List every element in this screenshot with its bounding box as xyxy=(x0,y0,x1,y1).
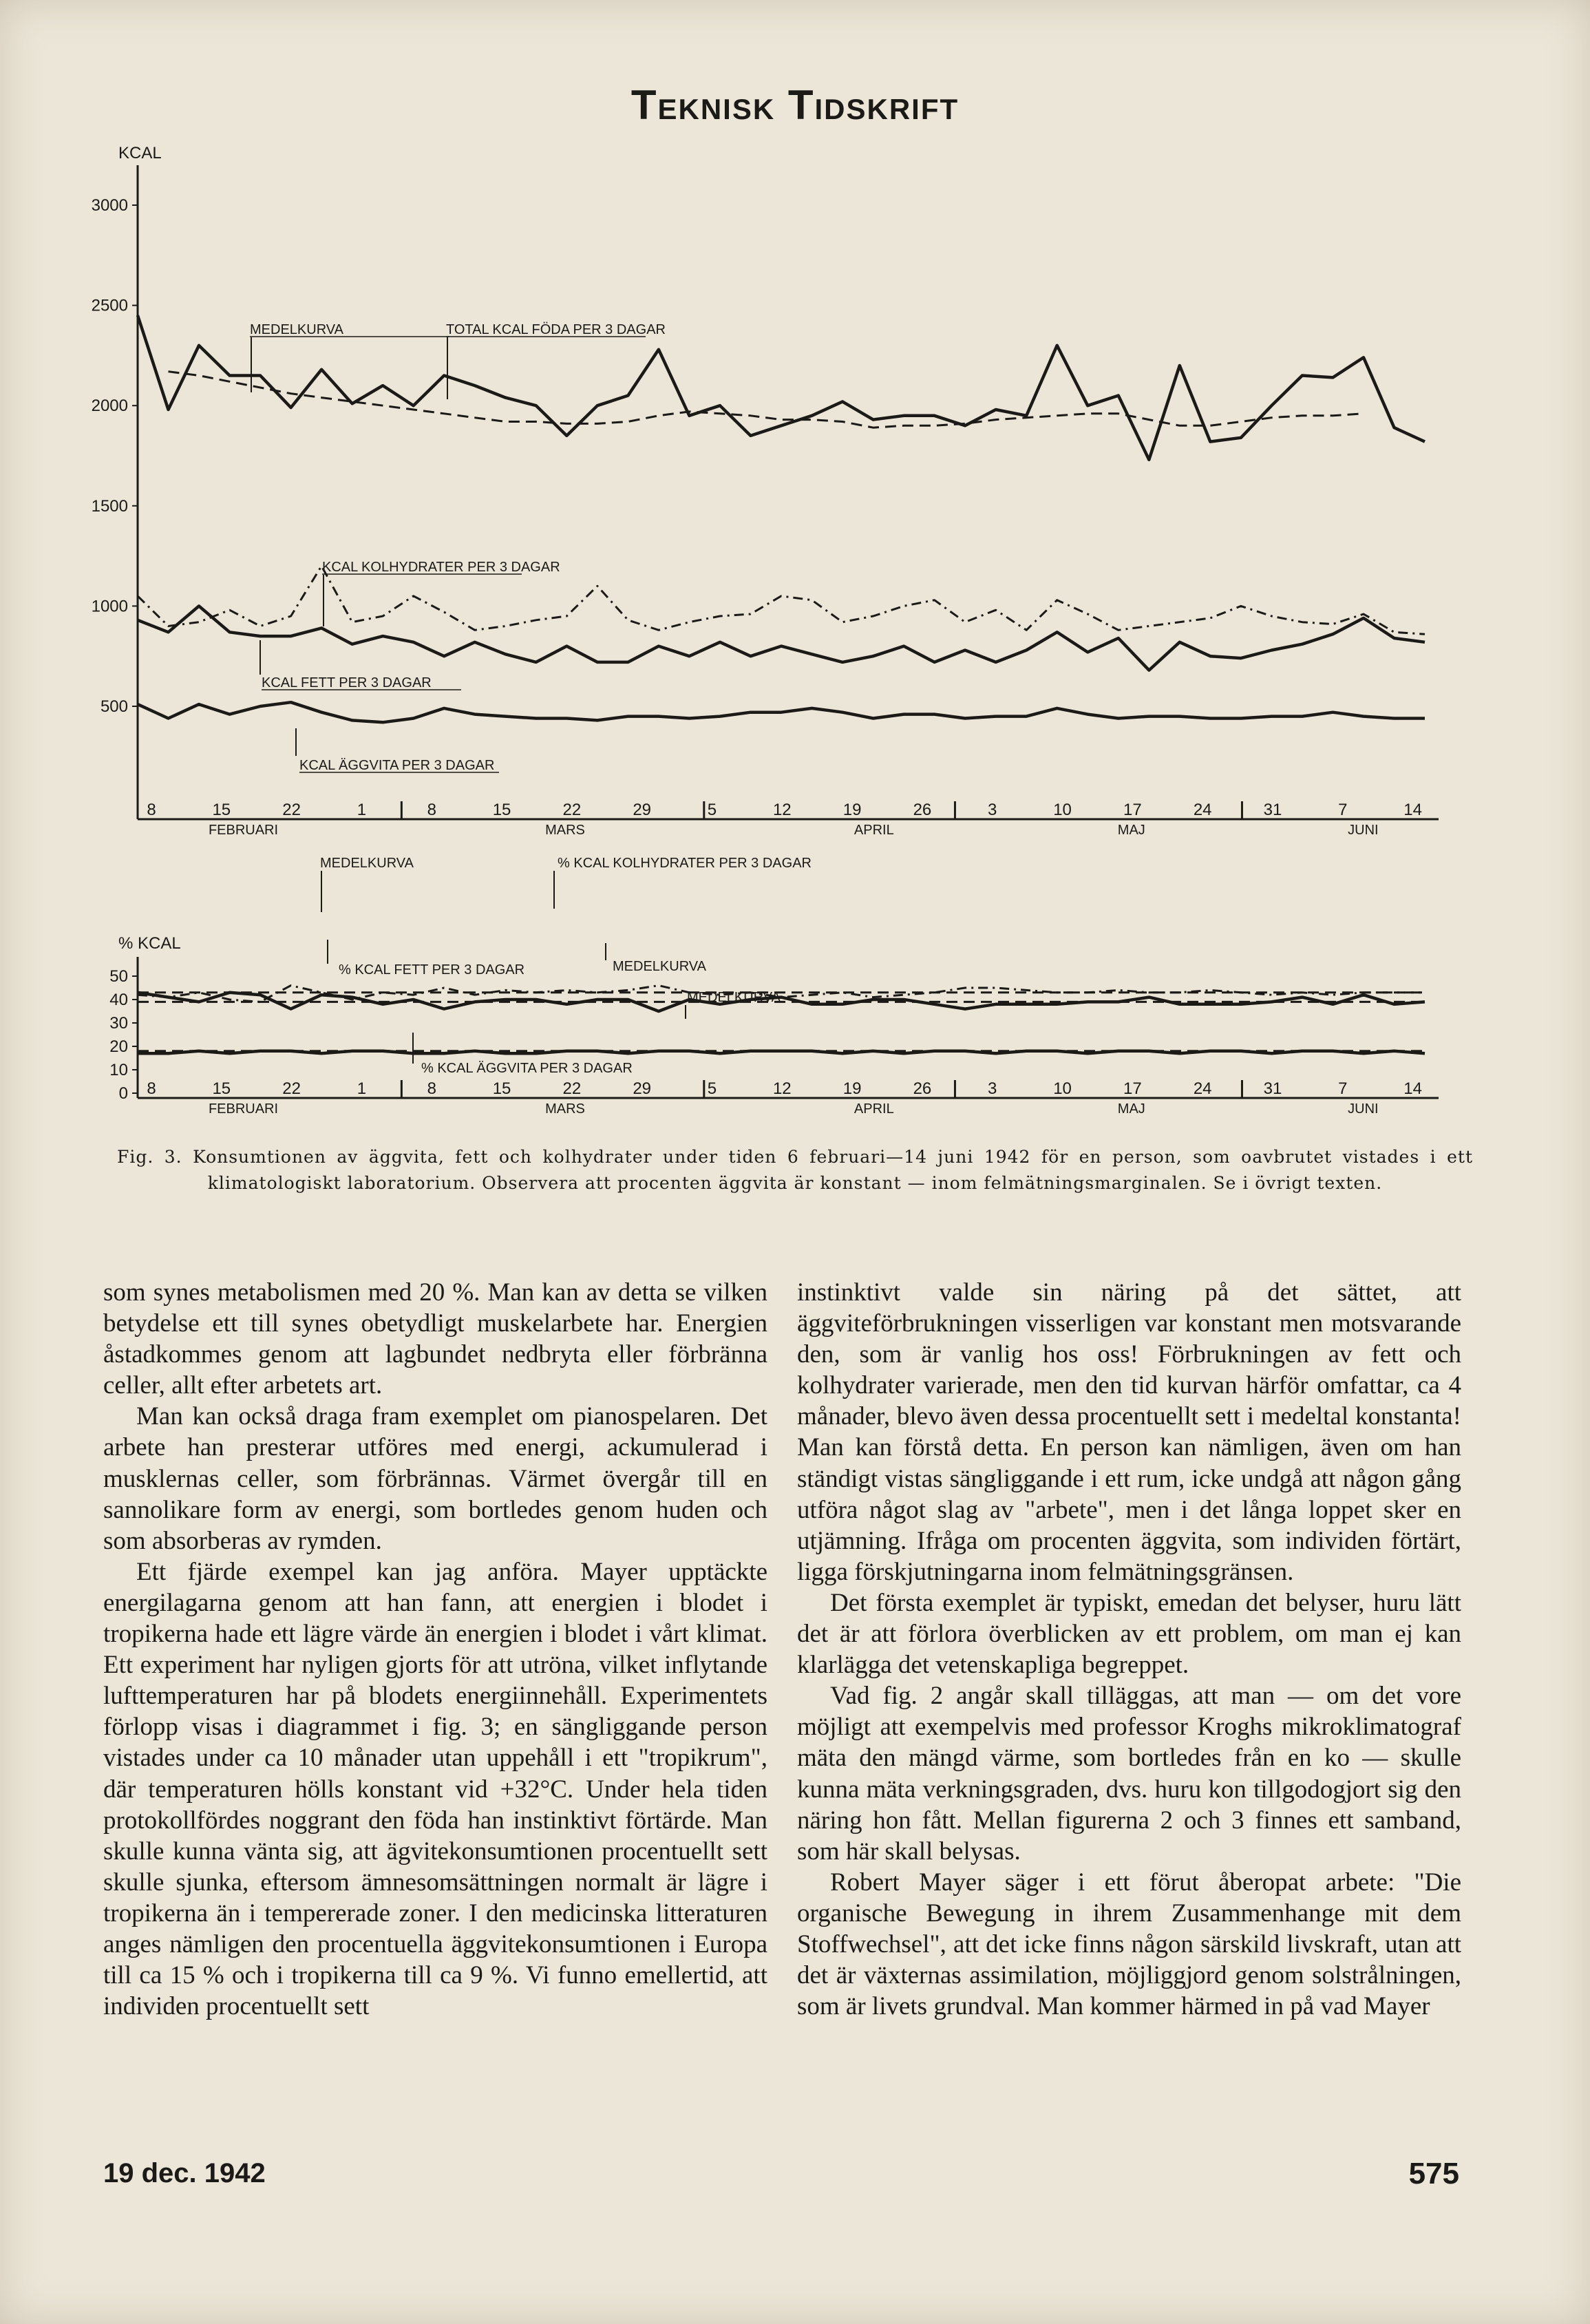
series-pct-kcal-kolhydrater-per-3-dagar xyxy=(138,986,1425,1002)
x-tick-label: 3 xyxy=(988,801,997,819)
month-label: APRIL xyxy=(854,1101,894,1117)
x-tick-label: 19 xyxy=(842,1079,862,1098)
x-tick-label: 22 xyxy=(282,801,301,819)
y-tick-label: 50 xyxy=(109,967,128,986)
x-tick-label: 22 xyxy=(562,1079,582,1098)
y-tick-label: 2000 xyxy=(91,397,128,416)
x-tick-label: 7 xyxy=(1338,1079,1348,1098)
month-label: MARS xyxy=(545,1101,585,1117)
paragraph: som synes metabolismen med 20 %. Man kan av detta se vilken betydelse ett till synes obetydligt muskelarbete har. Energien åstadkommes genom att lagbundet nedbryta eller förbränna celler, allt efter arbetets art. xyxy=(103,1278,767,1400)
x-tick-label: 8 xyxy=(147,1079,156,1098)
y-tick-label: 10 xyxy=(109,1061,128,1079)
series-label: MEDELKURVA xyxy=(320,856,414,871)
series-label: KCAL KOLHYDRATER PER 3 DAGAR xyxy=(322,560,560,575)
series-label: % KCAL ÄGGVITA PER 3 DAGAR xyxy=(421,1061,633,1076)
x-tick-label: 31 xyxy=(1263,801,1282,819)
x-tick-label: 22 xyxy=(282,1079,301,1098)
text-column-left xyxy=(103,1277,767,2022)
series-kcal-fett-per-3-dagar xyxy=(138,606,1425,670)
x-tick-label: 17 xyxy=(1123,801,1142,819)
month-label: FEBRUARI xyxy=(208,1101,279,1117)
figure-caption: Fig. 3. Konsumtionen av äggvita, fett och kolhydrater under tiden 6 februari—14 juni 1942 för en person, som oavbrutet vistades i ett klimatologiskt laboratorium. Observera att procenten äggvita är konstant — inom felmätningsmarginalen. Se i övrigt texten. xyxy=(117,1147,1473,1193)
y-axis-label: % KCAL xyxy=(118,934,181,953)
x-tick-label: 19 xyxy=(842,801,862,819)
x-tick-label: 15 xyxy=(492,801,511,819)
paragraph: Ett fjärde exempel kan jag anföra. Mayer upptäckte energilagarna genom att han fann, att energien i blodet i tropikerna hade ett lägre värde än energien i blodet i vårt klimat. Ett experiment har nyligen gjorts för att utröna, vilket inflytande lufttemperaturen har på blodets energiinnehåll. Experimentets förlopp visas i diagrammet i fig. 3; en sängliggande person vistades under ca 10 månader utan uppehåll i ett "tropikrum", där temperaturen hölls konstant vid +32°C. Under hela tiden protokollfördes noggrant den föda han instinktivt förtärde. Man skulle kunna vänta sig, att ägvitekonsumtionen procentuellt sett skulle sjunka, eftersom ämnesomsättningen normalt är lägre i tropikerna än i tempererade zoner. I den medicinska litteraturen anges nämligen den procentuella äggvitekonsumtionen i Europa till ca 15 % och i tropikerna till ca 9 %. Vi funno emellertid, att individen procentuellt sett xyxy=(103,1557,767,2021)
x-tick-label: 3 xyxy=(988,1079,997,1098)
paragraph: Man kan också draga fram exemplet om pianospelaren. Det arbete han presterar utföres med energi, ackumulerad i musklernas celler, som förbrännas. Värmet övergår till en sannolikare form av energi, som bortledes genom huden och som absorberas av rymden. xyxy=(103,1402,767,1555)
y-tick-label: 20 xyxy=(109,1037,128,1056)
month-label: MAJ xyxy=(1117,1101,1145,1117)
series-label: MEDELKURVA xyxy=(687,990,781,1005)
series-kcal-kolhydrater-per-3-dagar xyxy=(138,566,1425,634)
series-label: MEDELKURVA xyxy=(613,959,706,974)
paragraph: Vad fig. 2 angår skall tilläggas, att man — om det vore möjligt att exempelvis med professor Kroghs mikroklimatograf mäta den mängd värme, som bortledes från en ko — skulle kunna mäta verkningsgraden, dvs. huru kon tillgodogjort sig den näring hon fått. Mellan figurerna 2 och 3 finnes ett samband, som här skall belysas. xyxy=(797,1682,1461,1866)
x-tick-label: 1 xyxy=(357,801,367,819)
x-tick-label: 24 xyxy=(1193,801,1212,819)
x-tick-label: 26 xyxy=(913,1079,932,1098)
x-tick-label: 29 xyxy=(633,1079,652,1098)
x-tick-label: 8 xyxy=(147,801,156,819)
issue-date: 19 dec. 1942 xyxy=(103,2158,266,2188)
month-label: MARS xyxy=(545,823,585,838)
paragraph: Robert Mayer säger i ett förut åberopat arbete: "Die organische Bewegung in ihrem Zusammenhange mit dem Stoffwechsel", att det icke finns någon särskild livskraft, utan att det är växternas assimilation, möjliggjord genom solstrålningen, som är livets grundval. Man kommer härmed in på vad Mayer xyxy=(797,1868,1461,2021)
x-tick-label: 14 xyxy=(1403,1079,1422,1098)
month-label: JUNI xyxy=(1348,1101,1379,1117)
x-tick-label: 15 xyxy=(212,1079,231,1098)
series-label: KCAL FETT PER 3 DAGAR xyxy=(262,675,432,690)
x-tick-label: 10 xyxy=(1053,1079,1072,1098)
x-tick-label: 8 xyxy=(427,801,436,819)
text-column-right xyxy=(797,1277,1461,2022)
y-axis-label: KCAL xyxy=(118,144,162,162)
journal-title: Teknisk Tidskrift xyxy=(630,82,960,128)
x-tick-label: 5 xyxy=(707,801,717,819)
x-tick-label: 22 xyxy=(562,801,582,819)
x-tick-label: 15 xyxy=(492,1079,511,1098)
x-tick-label: 12 xyxy=(772,801,792,819)
x-tick-label: 26 xyxy=(913,801,932,819)
series-label: MEDELKURVA xyxy=(250,322,343,337)
y-tick-label: 2500 xyxy=(91,296,128,315)
series-label: KCAL ÄGGVITA PER 3 DAGAR xyxy=(299,758,495,773)
y-tick-label: 40 xyxy=(109,991,128,1009)
x-tick-label: 12 xyxy=(772,1079,792,1098)
month-label: JUNI xyxy=(1348,823,1379,838)
y-tick-label: 1000 xyxy=(91,597,128,616)
y-tick-label: 3000 xyxy=(91,196,128,215)
series-label: % KCAL KOLHYDRATER PER 3 DAGAR xyxy=(558,856,812,871)
x-tick-label: 1 xyxy=(357,1079,367,1098)
series-label: TOTAL KCAL FÖDA PER 3 DAGAR xyxy=(446,322,666,337)
month-label: FEBRUARI xyxy=(208,823,279,838)
x-tick-label: 7 xyxy=(1338,801,1348,819)
y-tick-label: 500 xyxy=(100,697,128,716)
series-kcal-ggvita-per-3-dagar xyxy=(138,702,1425,722)
x-tick-label: 10 xyxy=(1053,801,1072,819)
x-tick-label: 8 xyxy=(427,1079,436,1098)
x-tick-label: 29 xyxy=(633,801,652,819)
page-number: 575 xyxy=(1408,2157,1459,2190)
figure-3-charts xyxy=(83,131,1452,1129)
month-label: MAJ xyxy=(1117,823,1145,838)
x-tick-label: 17 xyxy=(1123,1079,1142,1098)
x-tick-label: 5 xyxy=(707,1079,717,1098)
series-pct-kcal-ggvita-per-3-dagar xyxy=(138,1051,1425,1053)
x-tick-label: 31 xyxy=(1263,1079,1282,1098)
y-tick-label: 0 xyxy=(118,1084,128,1103)
paragraph: instinktivt valde sin näring på det sättet, att äggviteförbrukningen visserligen var konstant men motsvarande den, som är vanlig hos oss! Förbrukningen av fett och kolhydrater varierade, men den tid kurvan härför omfattar, ca 4 månader, blevo även dessa procentuellt sett i medeltal konstanta! Man kan förstå detta. En person kan nämligen, även om han ständigt vistas sängliggande i ett rum, icke undgå att någon gång utföra något slag av "arbete", men i det långa loppet sker en utjämning. Ifråga om procenten äggvita, som individen förtärt, ligga förskjutningarna inom felmätningsgränsen. xyxy=(797,1278,1461,1586)
y-tick-label: 30 xyxy=(109,1014,128,1033)
x-tick-label: 15 xyxy=(212,801,231,819)
month-label: APRIL xyxy=(854,823,894,838)
x-tick-label: 14 xyxy=(1403,801,1422,819)
paragraph: Det första exemplet är typiskt, emedan det belyser, huru lätt det är att förlora överblicken av ett problem, om man ej kan klarlägga det vetenskapliga begreppet. xyxy=(797,1588,1461,1680)
series-label: % KCAL FETT PER 3 DAGAR xyxy=(339,962,525,978)
x-tick-label: 24 xyxy=(1193,1079,1212,1098)
y-tick-label: 1500 xyxy=(91,496,128,516)
